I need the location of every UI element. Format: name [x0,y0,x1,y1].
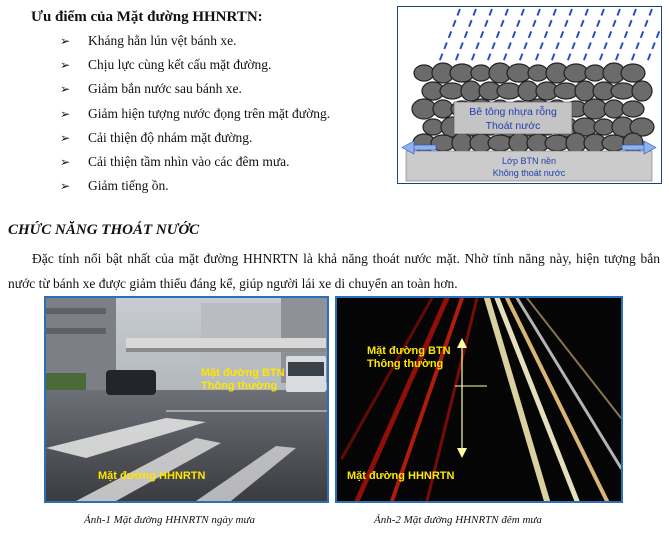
stone [621,64,645,82]
stone [450,64,474,82]
stone [622,101,644,117]
stone [433,100,453,118]
stone [471,65,491,81]
stone [414,65,434,81]
advantages-title: Ưu điểm của Mặt đường HHNRTN: [31,9,263,25]
list-item-text: Giảm tiếng ồn. [88,178,169,194]
base-label-line2: Không thoát nước [492,168,566,178]
stone [412,99,436,119]
drainage-diagram [397,6,662,184]
stone [423,119,443,135]
stone [461,81,481,101]
list-item-text: Chịu lực cùng kết cấu mặt đường. [88,57,272,73]
stone [528,65,548,81]
drainage-diagram-svg [398,7,660,182]
stone [585,65,605,81]
list-item [60,154,330,178]
stone [566,133,586,153]
photo-day-caption: Ảnh-1 Mặt đường HHNRTN ngày mưa [84,514,255,526]
stone [632,81,652,101]
stone [604,100,624,118]
photo-day-label-top-1: Mặt đường BTN [201,367,285,379]
list-item-text: Cải thiện tầm nhìn vào các đêm mưa. [88,153,290,169]
list-item-text: Giảm hiện tượng nước đọng trên mặt đường. [88,105,331,121]
stone [488,135,512,151]
arrow-bullet-icon: ➢ [60,106,71,121]
arrow-bullet-icon: ➢ [60,130,71,145]
list-item [60,106,330,130]
photo-night-caption: Ảnh-2 Mặt đường HHNRTN đêm mưa [374,514,542,526]
list-item-text: Kháng hằn lún vệt bánh xe. [88,33,237,48]
stone [440,83,464,99]
photo-day [44,296,329,503]
list-item [60,178,330,202]
advantages-list [60,33,330,202]
list-item-text: Cải thiện độ nhám mặt đường. [88,129,253,145]
photo-day-label-bottom: Mặt đường HHNRTN [98,470,206,482]
section-paragraph: Đặc tính nổi bật nhất của mặt đường HHNRTN là khả năng thoát nước mặt. Nhờ tính năng này, hiện tượng bắn nước từ bánh xe được giảm thiểu đáng kể, giúp người lái xe di chuyển an toàn hơn. [8,251,660,291]
list-item [60,57,330,81]
porous-label-line1: Bê tông nhựa rỗng [469,106,557,118]
photo-night-label-top-2: Thông thường [367,358,444,370]
arrow-bullet-icon: ➢ [60,82,71,97]
stone [452,133,472,153]
stone [575,81,595,101]
list-item [60,81,330,105]
section-title: CHỨC NĂNG THOÁT NƯỚC [8,222,200,238]
photo-day-label-top-2: Thông thường [201,380,278,392]
arrow-bullet-icon: ➢ [60,179,71,194]
list-item [60,130,330,154]
stone [509,133,529,153]
photo-night-label-top-1: Mặt đường BTN [367,345,451,357]
rain-line [646,9,660,65]
base-label-line1: Lớp BTN nền [502,156,556,166]
rain-lines [438,9,660,65]
list-item-text: Giảm bắn nước sau bánh xe. [88,81,242,97]
photo-night-label-bottom: Mặt đường HHNRTN [347,470,455,482]
stone [594,119,614,135]
arrow-bullet-icon: ➢ [60,58,71,73]
porous-label-line2: Thoát nước [485,120,541,132]
stone [518,81,538,101]
arrow-bullet-icon: ➢ [60,154,71,169]
list-item [60,33,330,57]
photo-night [335,296,623,503]
arrow-bullet-icon: ➢ [60,34,71,48]
